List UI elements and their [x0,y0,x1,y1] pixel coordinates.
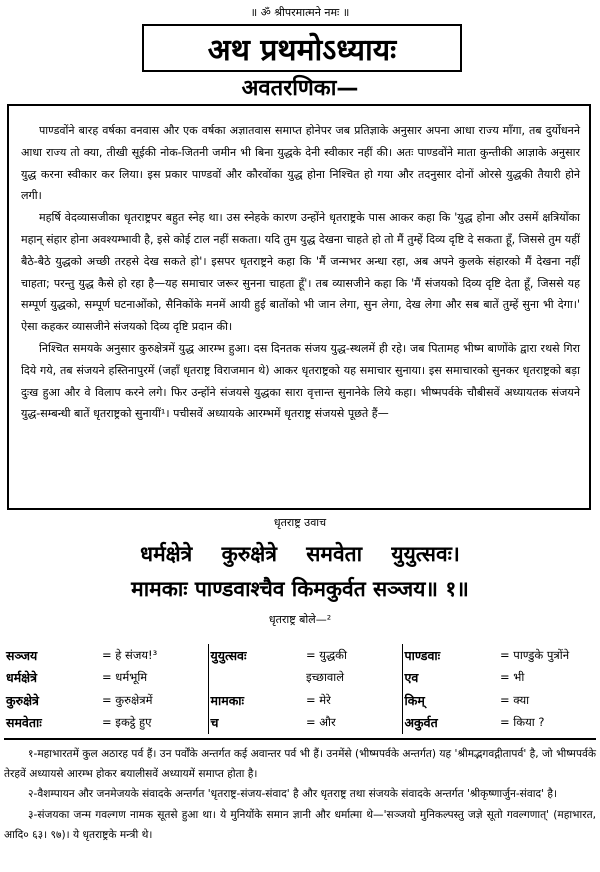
chapter-title: अथ प्रथमोऽध्यायः [142,24,462,72]
invocation-line: ॥ ॐ श्रीपरमात्मने नमः ॥ [250,6,350,19]
speaker-label: धृतराष्ट्र उवाच [273,516,327,529]
word: एव [404,670,419,686]
meaning: = क्या [500,692,530,707]
intro-paragraph: महर्षि वेदव्यासजीका धृतराष्ट्रपर बहुत स्नेह था। उस स्नेहके कारण उन्होंने धृतराष्ट्रके पास आकर कहा कि 'युद्ध होना और उसमें क्षत्रियोंका महान् संहार होना अवश्यम्भावी है, इसे कोई टाल नहीं सकता। यदि तुम युद्ध देखना चाहते हो तो मैं तुम्हें दिव्य दृष्टि दे सकता हूँ, जिससे तुम यहीं बैठे-बैठे युद्धको अच्छी तरहसे देख सकते हो'। इसपर धृतराष्ट्रने कहा कि 'मैं जन्मभर अन्धा रहा, अब अपने कुलके संहारको मैं देखना नहीं चाहता; परन्तु युद्ध कैसे हो रहा है—यह समाचार जरूर सुनना चाहता हूँ'। तब व्यासजीने कहा कि 'मैं संजयको दिव्य दृष्टि देता हूँ, जिससे यह सम्पूर्ण युद्धको, सम्पूर्ण घटनाओंको, सैनिकोंके मनमें आयी हुई बातोंको भी जान लेगा, सुन लेगा, देख लेगा और सब बातें तुम्हें सुना भी देगा।' ऐसा कहकर व्यासजीने संजयको दिव्य दृष्टि प्रदान की। [21,211,580,334]
meaning: = कुरुक्षेत्रमें [100,689,208,712]
word [208,667,304,690]
verse-line-2: मामकाः पाण्डवाश्चैव किमकुर्वत सञ्जय॥ १॥ [131,577,469,601]
table-row [4,644,596,667]
translation-heading: धृतराष्ट्र बोले—² [268,613,332,626]
meaning: = मेरे [304,689,402,712]
word: कुरुक्षेत्रे [6,692,39,708]
footnote: २-वैशम्पायन और जनमेजयके संवादके अन्तर्गत 'धृतराष्ट्र-संजय-संवाद' है और धृतराष्ट्र तथा संजयके संवादके अन्तर्गत 'श्रीकृष्णार्जुन-संवाद' है। [28,788,558,801]
meaning: इच्छावाले [304,667,402,690]
meaning: = किया ? [500,715,545,730]
footnote: ३-संजयका जन्म गवल्गण नामक सूतसे हुआ था। ये मुनियोंके समान ज्ञानी और धर्मात्मा थे—'सञ्जयो मुनिकल्पस्तु जज्ञे सूतो गवल्गणात्' (महाभारत, आदि० ६३। ९७)। ये धृतराष्ट्रके मन्त्री थे। [4,808,596,841]
meaning: = और [304,712,402,735]
word: च [210,715,219,731]
meaning: = धर्मभूमि [100,667,208,690]
section-subtitle: अवतरणिका— [241,76,359,101]
meaning: = इकट्ठे हुए [100,712,208,735]
introduction-box [7,104,591,510]
word: किम् [404,692,425,708]
meaning: = पाण्डुके पुत्रोंने [500,647,570,662]
word: युयुत्सवः [210,647,247,663]
word: अकुर्वत [404,715,438,731]
table-row [4,689,596,712]
meaning: = भी [500,670,525,685]
table-row [4,712,596,735]
word-meaning-table [4,644,596,734]
intro-paragraph: पाण्डवोंने बारह वर्षका वनवास और एक वर्षका अज्ञातवास समाप्त होनेपर जब प्रतिज्ञाके अनुसार अपना आधा राज्य माँगा, तब दुर्योधनने आधा राज्य तो क्या, तीखी सूईकी नोक-जितनी जमीन भी बिना युद्धके देनी स्वीकार नहीं की। अतः पाण्डवोंने माता कुन्तीकी आज्ञाके अनुसार युद्ध करना स्वीकार कर लिया। इस प्रकार पाण्डवों और कौरवोंका युद्ध होना निश्चित हो गया और तदनुसार दोनों ओरसे युद्धकी तैयारी होने लगी। [21,124,580,203]
meaning: = हे संजय!³ [100,644,208,667]
intro-paragraph: निश्चित समयके अनुसार कुरुक्षेत्रमें युद्ध आरम्भ हुआ। दस दिनतक संजय युद्ध-स्थलमें ही रहे। जब पितामह भीष्म बाणोंके द्वारा रथसे गिरा दिये गये, तब संजयने हस्तिनापुरमें (जहाँ धृतराष्ट्र विराजमान थे) आकर धृतराष्ट्रको यह समाचार सुनाया। इस समाचारको सुनकर धृतराष्ट्रको बड़ा दुःख हुआ और वे विलाप करने लगे। फिर उन्होंने संजयसे युद्धका सारा वृत्तान्त सुनानेके लिये कहा। भीष्मपर्वके चौबीसवें अध्यायतक संजयने युद्ध-सम्बन्धी बातें धृतराष्ट्रको सुनायीं¹। पचीसवें अध्यायके आरम्भमें धृतराष्ट्र संजयसे पूछते हैं— [21,341,580,421]
footnotes [4,738,596,845]
word: सञ्जय [6,647,38,663]
footnote: १-महाभारतमें कुल अठारह पर्व हैं। उन पर्वोंके अन्तर्गत कई अवान्तर पर्व भी हैं। उनमेंसे (भीष्मपर्वके अन्तर्गत) यह 'श्रीमद्भगवद्गीतापर्व' है, जो भीष्मपर्वके तेरहवें अध्यायसे आरम्भ होकर बयालीसवें अध्यायमें समाप्त होता है। [4,748,596,781]
word: समवेताः [6,715,42,731]
word: मामकाः [210,692,245,708]
word: धर्मक्षेत्रे [6,670,38,686]
word: पाण्डवाः [404,647,441,663]
table-row [4,667,596,690]
meaning: = युद्धकी [304,644,402,667]
verse-line-1: धर्मक्षेत्रे कुरुक्षेत्रे समवेता युयुत्सवः। [140,542,460,566]
